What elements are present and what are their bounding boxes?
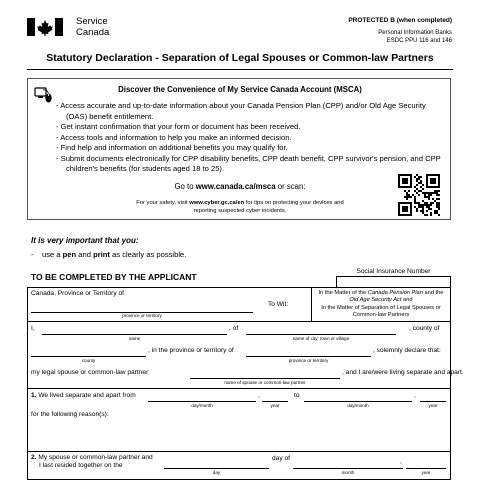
q2-line-1 (31, 454, 153, 461)
province-label: Canada, Province or Territory of (31, 290, 124, 297)
list-item: - Find help and information on additional benefits you may qualify for. (56, 143, 288, 152)
row-divider (28, 388, 450, 389)
applicant-section-heading: TO BE COMPLETED BY THE APPLICANT (31, 272, 197, 282)
matter-italic-2: Old Age Security Act (349, 297, 402, 304)
year-caption: year (270, 403, 280, 408)
q1-number: 1. (31, 392, 37, 399)
brand-line-1: Service (76, 16, 108, 27)
q2-year-input[interactable] (406, 468, 446, 469)
partner-name-input[interactable] (190, 378, 340, 379)
partner-rest-label: , and I are/were living separate and apart. (342, 369, 464, 376)
daymonth-caption: day/month (347, 403, 369, 408)
bullet: - (31, 250, 34, 259)
q1-to-year-input[interactable] (420, 401, 446, 402)
day-of-label: day of (272, 455, 290, 462)
day-caption: day (212, 470, 221, 475)
year-caption: year (428, 403, 438, 408)
county-input[interactable] (31, 356, 146, 357)
matter-line-2 (312, 297, 450, 304)
information-banks (378, 29, 452, 45)
use-a-text: use a (41, 250, 63, 259)
safety-prefix: For your safety, visit (136, 200, 190, 206)
and-text: and (76, 250, 94, 259)
list-item: - Access accurate and up-to-date information about your Canada Pension Plan (CPP) and/or Old Age Security (OAS) benefit entitlement. (56, 101, 426, 121)
row-divider (28, 451, 450, 452)
pen-text: pen (62, 250, 77, 259)
partner-label: my legal spouse or common-law partner (31, 369, 149, 376)
name-caption: name (128, 336, 141, 341)
service-canada-wordmark (76, 16, 109, 38)
rest-text: as clearly as possible. (109, 250, 187, 259)
canada-flag-icon (27, 18, 63, 36)
qr-code-icon[interactable] (398, 174, 440, 216)
q1-text (31, 392, 136, 399)
q2-month-input[interactable] (293, 468, 403, 469)
county-caption: county (81, 358, 96, 363)
q2-line-2: I last resided together on the (39, 462, 123, 469)
matter-and: and the (422, 290, 444, 296)
reasons-label: for the following reason(s): (31, 411, 109, 418)
brand-line-2: Canada (76, 27, 110, 38)
comma: , (414, 392, 416, 399)
matter-text (312, 290, 450, 319)
print-text: print (93, 250, 110, 259)
banks-line-2: ESDC PPU 116 and 146 (386, 38, 452, 44)
safety-suffix: for tips on protecting your devices and (244, 200, 344, 206)
sin-label: Social Insurance Number (356, 268, 431, 275)
q1-to-daymonth-input[interactable] (304, 401, 412, 402)
matter-line-4: Common-law Partners (352, 311, 410, 318)
partner-caption: name of spouse or common-law partner (224, 380, 306, 385)
month-caption: month (341, 470, 355, 475)
comma: , (258, 392, 260, 399)
i-label: I, (31, 325, 35, 332)
city-input[interactable] (246, 334, 396, 335)
goto-prefix: Go to (174, 182, 196, 191)
goto-suffix: or scan: (275, 182, 306, 191)
safety-line-1 (28, 200, 452, 208)
msca-info-box (27, 78, 451, 220)
city-caption: name of city, town or village (292, 336, 350, 341)
name-input[interactable] (42, 334, 227, 335)
q1-from-year-input[interactable] (262, 401, 288, 402)
daymonth-caption: day/month (191, 403, 213, 408)
matter-line-3: In the Matter of Separation of Legal Spouses or (321, 304, 441, 311)
matter-and-2: and (401, 297, 413, 304)
year-caption: year (421, 470, 431, 475)
cyber-link[interactable]: www.cyber.gc.ca/en (189, 200, 245, 206)
list-item: - Access tools and information to help you make an informed decision. (56, 132, 292, 142)
row-divider (28, 321, 450, 322)
of-label: , of (229, 325, 239, 332)
to-label: to (294, 392, 300, 399)
matter-italic-1: Canada Pension Plan (367, 290, 423, 296)
to-wit-label: To Wit: (268, 301, 289, 308)
instruction-item (31, 250, 186, 259)
matter-text-1: In the Matter of the (318, 290, 368, 296)
cyber-safety-note (28, 200, 452, 215)
declaration-form (27, 287, 464, 480)
q2-day-input[interactable] (164, 468, 269, 469)
page-title: Statutory Declaration - Separation of Legal Spouses or Common-law Partners (46, 52, 434, 64)
solemnly-declare-label: , solemnly declare that: (373, 347, 441, 354)
in-province-label: , in the province or territory of (148, 347, 234, 354)
q1-label: We lived separate and apart from (36, 392, 136, 399)
protected-label: PROTECTED B (when completed) (348, 17, 452, 24)
list-item: - Get instant confirmation that your form or document has been received. (56, 122, 301, 131)
q2-number: 2. (31, 454, 37, 461)
province-territory-input[interactable] (246, 356, 371, 357)
msca-benefit-list (56, 101, 446, 175)
q2-label: My spouse or common-law partner and (36, 454, 153, 461)
province-territory-caption: province or territory (288, 358, 329, 363)
q1-from-daymonth-input[interactable] (148, 401, 256, 402)
important-heading: It is very important that you: (31, 236, 139, 245)
sin-input[interactable] (336, 276, 451, 287)
msca-heading: Discover the Convenience of My Service Canada Account (MSCA) (118, 85, 362, 94)
title-rule (27, 69, 453, 70)
comma: , (400, 458, 402, 465)
msca-goto-line (28, 182, 452, 191)
matter-line-1 (312, 290, 450, 297)
county-of-label: , county of (409, 325, 440, 332)
msca-link[interactable]: www.canada.ca/msca (195, 182, 276, 191)
banks-line-1: Personal Information Banks (378, 30, 452, 36)
province-caption: province or territory (122, 313, 162, 318)
list-item: - Submit documents electronically for CPP disability benefits, CPP death benefit, CPP survivor's pension, and CPP children's benefits (for students aged 18 to 25). (56, 153, 441, 173)
safety-line-2: reporting suspected cyber incidents. (193, 207, 287, 214)
